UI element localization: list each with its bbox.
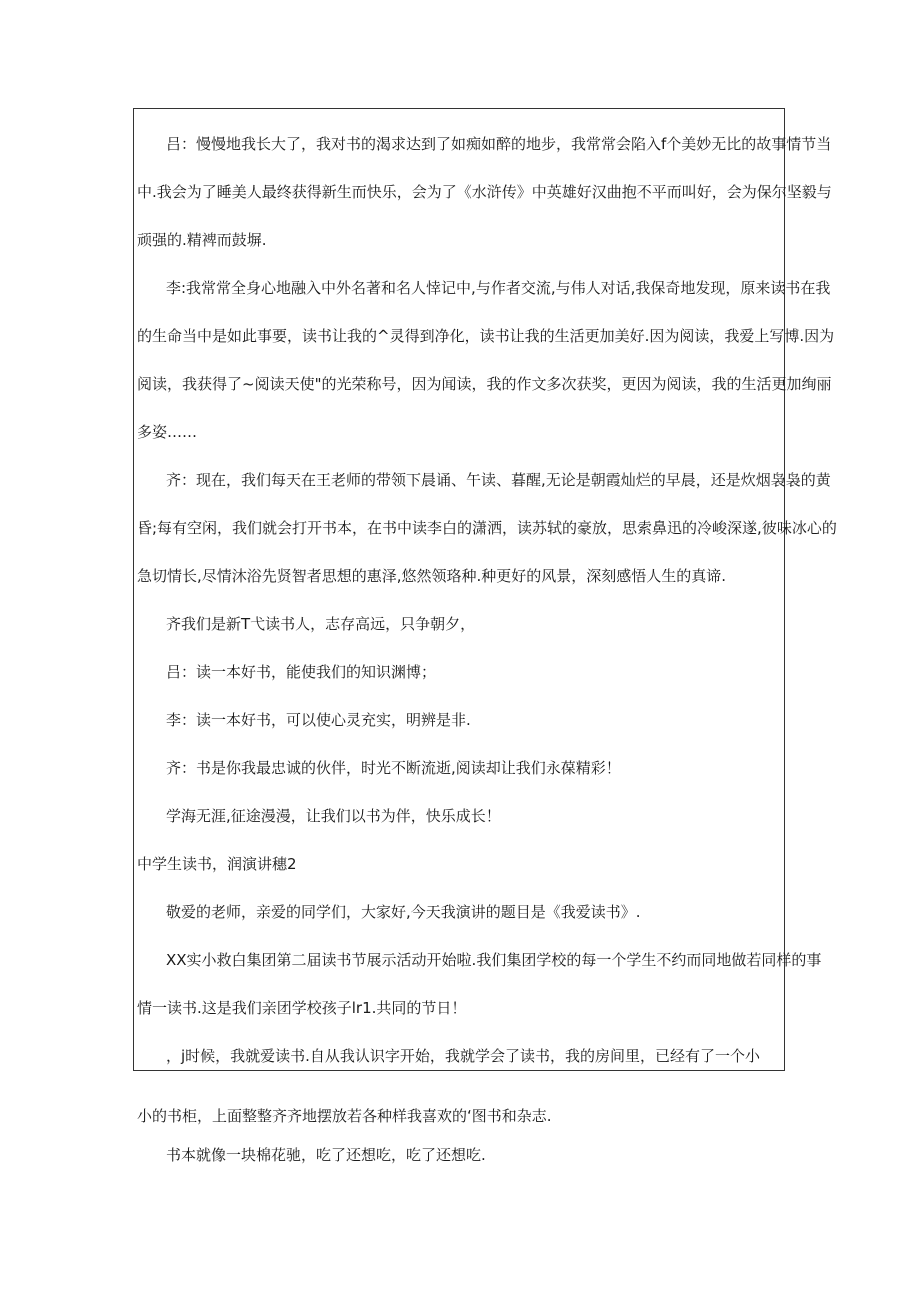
paragraph-line: 昏;每有空闲，我们就会打开书本，在书中读李白的潇洒，读苏轼的豪放，思索鼻迅的冷峻深遂,彼味冰心的: [137, 519, 837, 537]
paragraph-line: 齐我们是新T弋读书人，志存高远，只争朝夕，: [166, 615, 476, 633]
paragraph-line: 李:我常常全身心地融入中外名著和名人悻记中,与作者交流,与伟人对话,我保奇地发现，原来读书在我: [166, 279, 831, 297]
paragraph-line: 书本就像一块棉花驰，吃了还想吃，吃了还想吃.: [166, 1146, 486, 1164]
document-frame: [133, 108, 785, 1071]
paragraph-line: 齐：书是你我最忠诚的伙伴，时光不断流逝,阅读却让我们永葆精彩！: [166, 759, 621, 777]
paragraph-line: 的生命当中是如此事要，读书让我的^灵得到净化，读书让我的生活更加美好.因为阅读，我爱上写博.因为: [137, 327, 835, 345]
paragraph-line: 急切情长,尽情沐浴先贤智者思想的惠泽,悠然领珞种.种更好的风景，深刻感悟人生的真谛.: [137, 567, 727, 585]
paragraph-line: ，j时候，我就爱读书.自从我认识字开始，我就学会了读书，我的房间里，已经有了一个小: [166, 1047, 760, 1065]
paragraph-line: 多姿……: [137, 423, 198, 441]
paragraph-line: 吕：慢慢地我长大了，我对书的渴求达到了如痴如醉的地步，我常常会陷入f个美妙无比的故事情节当: [166, 135, 832, 153]
paragraph-line: XX实小救白集团第二届读书节展示活动开始啦.我们集团学校的每一个学生不约而同地做若同样的事: [166, 951, 822, 969]
paragraph-line: 学海无涯,征途漫漫，让我们以书为伴，快乐成长！: [166, 807, 501, 825]
paragraph-line: 小的书柜，上面整整齐齐地摆放若各种样我喜欢的‘图书和杂志.: [137, 1107, 552, 1125]
section-heading: 中学生读书，润演讲穗2: [137, 855, 297, 873]
paragraph-line: 李：读一本好书，可以使心灵充实，明辨是非.: [166, 711, 471, 729]
paragraph-line: 情一读书.这是我们亲团学校孩子lr1.共同的节日！: [137, 999, 467, 1017]
paragraph-line: 阅读，我获得了~阅读天使"的光荣称号，因为闻读，我的作文多次获奖，更因为阅读，我的生活更加绚丽: [137, 375, 832, 393]
paragraph-line: 吕：读一本好书，能使我们的知识渊博；: [166, 663, 437, 681]
paragraph-line: 顽强的.精裨而鼓塀.: [137, 231, 267, 249]
paragraph-line: 敬爱的老师，亲爱的同学们，大家好,今天我演讲的题目是《我爱读书》.: [166, 903, 641, 921]
paragraph-line: 中.我会为了睡美人最终获得新生而快乐，会为了《水浒传》中英雄好汉曲抱不平而叫好，会为保尔坚毅与: [137, 183, 832, 201]
paragraph-line: 齐：现在，我们每天在王老师的带领下晨诵、午读、暮醒,无论是朝霞灿烂的早晨，还是炊烟袅袅的黄: [166, 471, 831, 489]
